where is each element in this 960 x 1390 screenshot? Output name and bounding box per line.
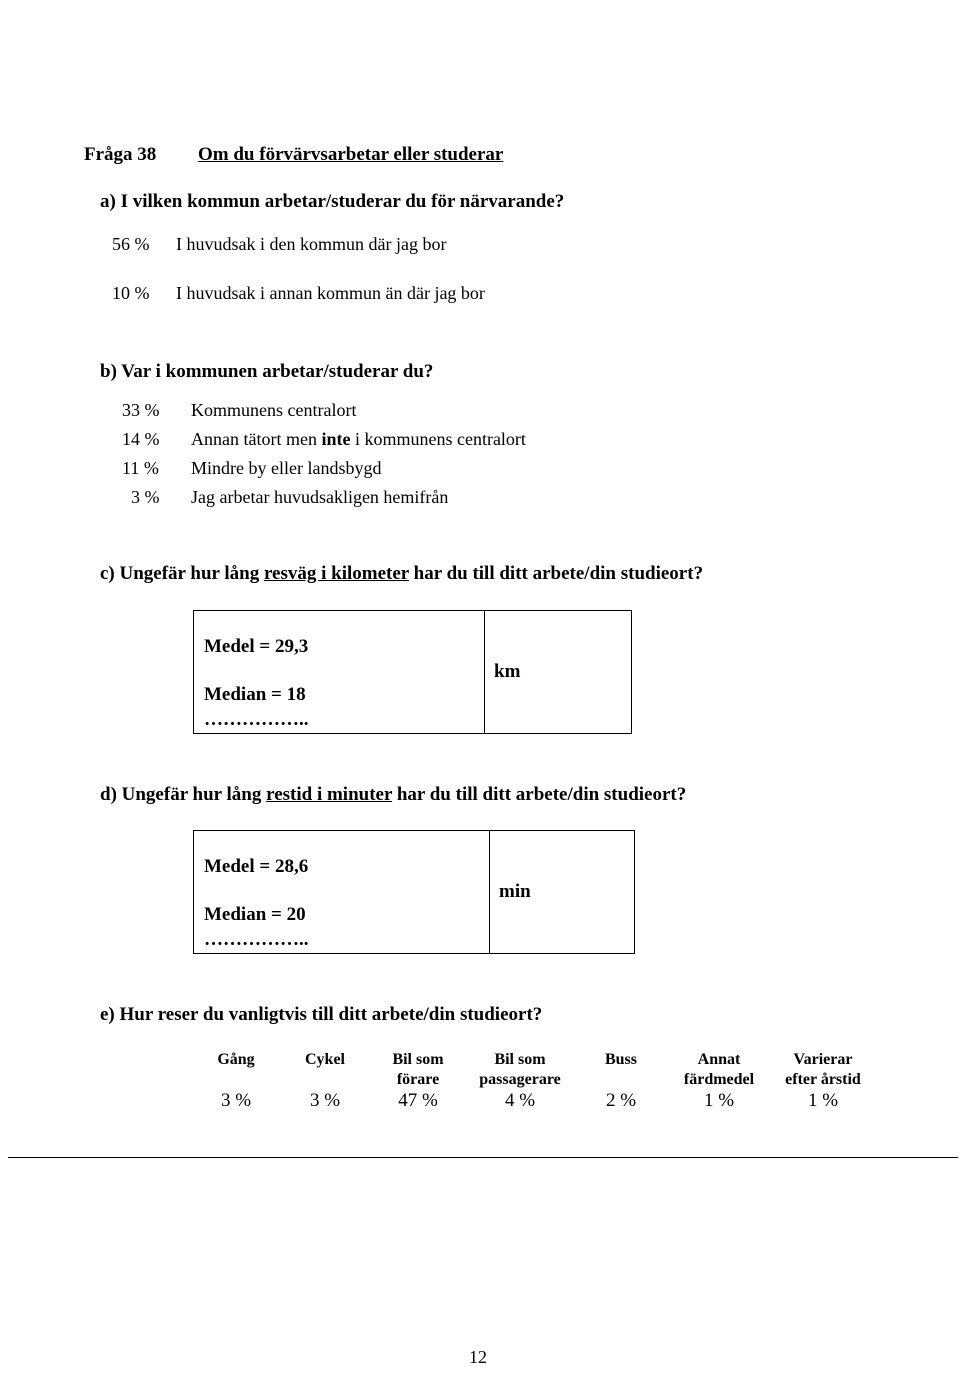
option-text: I huvudsak i annan kommun än där jag bor (176, 283, 485, 303)
column-header: Buss (604, 1051, 638, 1068)
column-value: 4 % (504, 1090, 536, 1111)
question-d: d) Ungefär hur lång restid i minuter har du till ditt arbete/din studieort? (100, 784, 687, 805)
column-header-line2: efter årstid (785, 1071, 861, 1088)
column-header-line2: färdmedel (683, 1071, 755, 1088)
column-header: Bil som (494, 1051, 546, 1068)
option-text: Annan tätort men inte i kommunens centralort (191, 429, 526, 449)
option-text: Jag arbetar huvudsakligen hemifrån (191, 487, 449, 507)
column-header: Bil som (392, 1051, 444, 1068)
option-pct: 3 % (131, 487, 160, 507)
column-value: 3 % (220, 1090, 252, 1111)
time-unit: min (499, 881, 531, 902)
underlined-term: resväg i kilometer (263, 563, 409, 584)
distance-mean: Medel = 29,3 (204, 636, 309, 657)
column-header-line2: förare (396, 1071, 440, 1088)
transport-column (768, 1050, 878, 1112)
box-divider (484, 611, 485, 733)
option-pct: 10 % (112, 283, 150, 303)
page-number: 12 (469, 1347, 487, 1367)
time-median: Median = 20 (204, 904, 306, 925)
page-separator (8, 1157, 958, 1158)
transport-column (566, 1050, 676, 1112)
column-header: Gång (217, 1051, 255, 1068)
column-value: 47 % (398, 1090, 438, 1111)
option-pct: 14 % (122, 429, 160, 449)
emphasis: inte (321, 429, 351, 449)
question-e: e) Hur reser du vanligtvis till ditt arbete/din studieort? (100, 1004, 543, 1025)
dotted-line: …………….. (204, 709, 309, 730)
option-text: Kommunens centralort (191, 400, 357, 420)
box-divider (489, 831, 490, 953)
transport-column (664, 1050, 774, 1112)
column-header: Varierar (793, 1051, 853, 1068)
option-pct: 33 % (122, 400, 160, 420)
section-title: Om du förvärvsarbetar eller studerar (198, 144, 504, 165)
time-mean: Medel = 28,6 (204, 856, 309, 877)
column-header-line2 (566, 1070, 676, 1090)
column-value: 2 % (605, 1090, 637, 1111)
underlined-term: restid i minuter (266, 784, 393, 805)
column-value: 1 % (807, 1090, 839, 1111)
transport-column (465, 1050, 575, 1112)
option-pct: 56 % (112, 234, 150, 254)
option-text: I huvudsak i den kommun där jag bor (176, 234, 447, 254)
column-header-line2: passagerare (479, 1071, 561, 1088)
option-pct: 11 % (122, 458, 159, 478)
distance-median: Median = 18 (204, 684, 306, 705)
column-header: Annat (697, 1051, 741, 1068)
dotted-line: …………….. (204, 929, 309, 950)
question-a: a) I vilken kommun arbetar/studerar du för närvarande? (100, 191, 565, 212)
column-header: Cykel (305, 1051, 345, 1068)
question-b: b) Var i kommunen arbetar/studerar du? (100, 361, 434, 382)
question-number: Fråga 38 (84, 144, 157, 165)
option-text: Mindre by eller landsbygd (191, 458, 382, 478)
question-c: c) Ungefär hur lång resväg i kilometer har du till ditt arbete/din studieort? (100, 563, 704, 584)
column-value: 1 % (703, 1090, 735, 1111)
transport-column (363, 1050, 473, 1112)
column-value: 3 % (309, 1090, 341, 1111)
distance-unit: km (494, 661, 521, 682)
